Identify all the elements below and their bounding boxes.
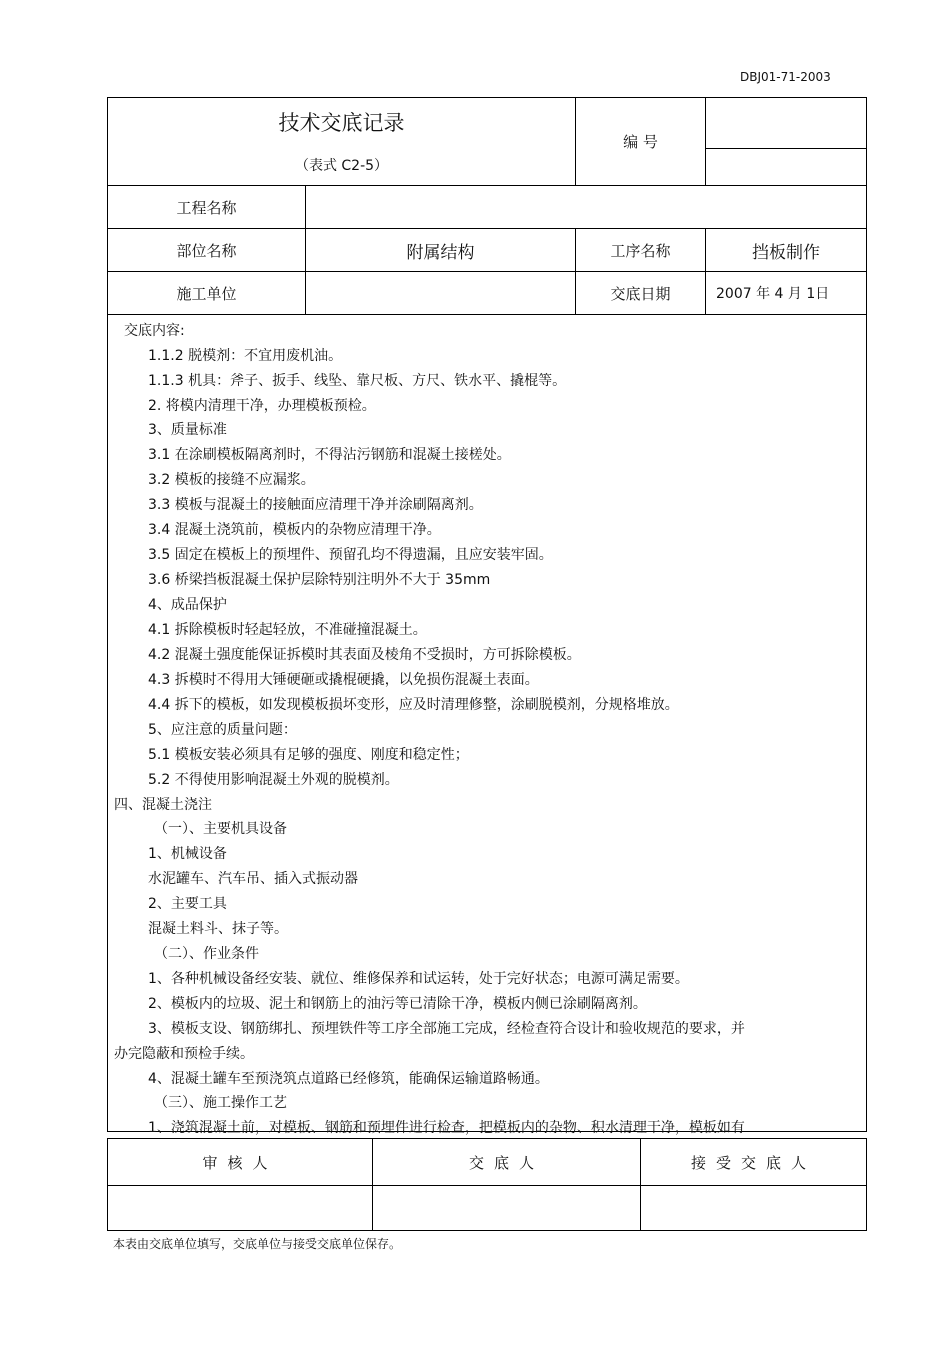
form-subtitle: （表式 C2-5） xyxy=(294,158,389,174)
content-line: 1.1.2 脱模剂：不宜用废机油。 xyxy=(148,348,343,364)
discloser-signature-field[interactable] xyxy=(373,1186,641,1231)
number-value-extra[interactable] xyxy=(706,149,867,186)
content-line: 3.2 模板的接缝不应漏浆。 xyxy=(148,472,315,488)
content-line: 3.1 在涂刷模板隔离剂时，不得沾污钢筋和混凝土接槎处。 xyxy=(148,447,511,463)
unit-label: 施工单位 xyxy=(108,272,306,315)
content-line: 1.1.3 机具：斧子、扳手、线坠、靠尺板、方尺、铁水平、撬棍等。 xyxy=(148,373,567,389)
content-line: 2. 将模内清理干净，办理模板预检。 xyxy=(148,398,376,414)
content-line: 办完隐蔽和预检手续。 xyxy=(114,1046,254,1062)
footnote: 本表由交底单位填写，交底单位与接受交底单位保存。 xyxy=(113,1237,402,1251)
part-value[interactable]: 附属结构 xyxy=(306,229,576,272)
disclosure-form-table xyxy=(107,97,867,1136)
content-line: 1、各种机械设备经安装、就位、维修保养和试运转，处于完好状态；电源可满足需要。 xyxy=(148,971,689,987)
content-line: （一）、主要机具设备 xyxy=(154,821,287,837)
document-number: DBJ01-71-2003 xyxy=(740,70,831,84)
reviewer-label: 审核人 xyxy=(108,1139,373,1186)
content-line: 2、模板内的垃圾、泥土和钢筋上的油污等已清除干净，模板内侧已涂刷隔离剂。 xyxy=(148,996,647,1012)
receiver-label: 接受交底人 xyxy=(641,1139,867,1186)
content-line: 4、成品保护 xyxy=(148,597,227,613)
receiver-signature-field[interactable] xyxy=(641,1186,867,1231)
form-title: 技术交底记录 xyxy=(278,111,405,135)
number-label: 编 号 xyxy=(576,98,706,186)
content-line: 1、机械设备 xyxy=(148,846,227,862)
content-line: 4.1 拆除模板时轻起轻放，不准碰撞混凝土。 xyxy=(148,622,427,638)
content-line: 4、混凝土罐车至预浇筑点道路已经修筑，能确保运输道路畅通。 xyxy=(148,1071,549,1087)
content-line: 5.1 模板安装必须具有足够的强度、刚度和稳定性； xyxy=(148,747,469,763)
content-area xyxy=(108,315,867,1136)
content-line: 2、主要工具 xyxy=(148,896,227,912)
content-line: 四、混凝土浇注 xyxy=(114,797,212,813)
number-value-field[interactable] xyxy=(706,98,867,149)
content-line: 混凝土料斗、抹子等。 xyxy=(148,921,288,937)
project-value-field[interactable] xyxy=(306,186,867,229)
content-line: 3.4 混凝土浇筑前，模板内的杂物应清理干净。 xyxy=(148,522,441,538)
content-line: 1、浇筑混凝土前，对模板、钢筋和预埋件进行检查，把模板内的杂物、积水清理干净，模板如有 xyxy=(148,1120,745,1136)
content-line: 5.2 不得使用影响混凝土外观的脱模剂。 xyxy=(148,772,399,788)
content-line: 4.3 拆模时不得用大锤硬砸或撬棍硬撬，以免损伤混凝土表面。 xyxy=(148,672,539,688)
date-value[interactable]: 2007 年 4 月 1日 xyxy=(706,272,867,315)
discloser-label: 交底人 xyxy=(373,1139,641,1186)
content-line: 5、应注意的质量问题： xyxy=(148,722,297,738)
reviewer-signature-field[interactable] xyxy=(108,1186,373,1231)
content-line: 4.2 混凝土强度能保证拆模时其表面及棱角不受损时，方可拆除模板。 xyxy=(148,647,581,663)
content-line: 3、模板支设、钢筋绑扎、预埋铁件等工序全部施工完成，经检查符合设计和验收规范的要求，并 xyxy=(148,1021,745,1037)
content-line: 3.3 模板与混凝土的接触面应清理干净并涂刷隔离剂。 xyxy=(148,497,483,513)
date-label: 交底日期 xyxy=(576,272,706,315)
content-line: 3.5 固定在模板上的预埋件、预留孔均不得遗漏，且应安装牢固。 xyxy=(148,547,553,563)
content-line: 4.4 拆下的模板，如发现模板损坏变形，应及时清理修整，涂刷脱模剂，分规格堆放。 xyxy=(148,697,679,713)
process-value[interactable]: 挡板制作 xyxy=(706,229,867,272)
content-line: （三）、施工操作工艺 xyxy=(154,1095,287,1111)
content-line: （二）、作业条件 xyxy=(154,946,259,962)
process-label: 工序名称 xyxy=(576,229,706,272)
part-label: 部位名称 xyxy=(108,229,306,272)
content-line: 水泥罐车、汽车吊、插入式振动器 xyxy=(148,871,358,887)
unit-value-field[interactable] xyxy=(306,272,576,315)
content-line: 交底内容: xyxy=(124,323,185,339)
signature-table xyxy=(107,1138,867,1231)
content-line: 3.6 桥梁挡板混凝土保护层除特别注明外不大于 35mm xyxy=(148,572,491,588)
content-line: 3、质量标准 xyxy=(148,422,227,438)
project-label: 工程名称 xyxy=(108,186,306,229)
title-block xyxy=(108,98,576,186)
